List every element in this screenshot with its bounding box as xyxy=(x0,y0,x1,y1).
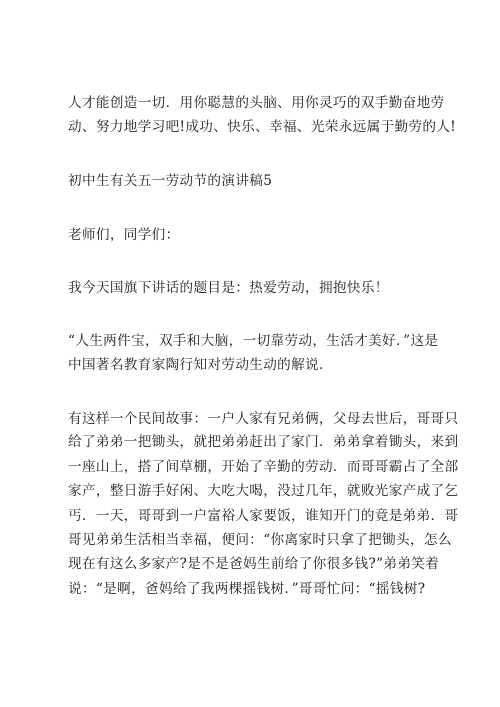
paragraph-line: 动、努力地学习吧!成功、快乐、幸福、光荣永远属于勤劳的人! xyxy=(68,119,457,135)
speech-heading: 初中生有关五一劳动节的演讲稿5 xyxy=(68,173,273,189)
story-line: 说：“是啊，爸妈给了我两棵摇钱树．”哥哥忙问：“摇钱树? xyxy=(68,581,426,597)
story-line: 家产，整日游手好闲、大吃大喝，没过几年，就败光家产成了乞 xyxy=(68,483,459,499)
story-line: 哥见弟弟生活相当幸福，便问：“你离家时只拿了把锄头，怎么 xyxy=(68,532,452,548)
story-line: 一座山上，搭了间草棚，开始了辛勤的劳动．而哥哥霸占了全部 xyxy=(68,459,459,475)
paragraph-line: 人才能创造一切．用你聪慧的头脑、用你灵巧的双手勤奋地劳 xyxy=(68,95,445,111)
story-line: 丐．一天，哥哥到一户富裕人家要饭，谁知开门的竟是弟弟．哥 xyxy=(68,508,459,524)
quote-line: 中国著名教育家陶行知对劳动生动的解说. xyxy=(68,357,324,373)
story-line: 现在有这么多家产?是不是爸妈生前给了你很多钱?”弟弟笑着 xyxy=(68,556,440,572)
topic-line: 我今天国旗下讲话的题目是：热爱劳动，拥抱快乐！ xyxy=(68,280,389,296)
story-line: 给了弟弟一把锄头，就把弟弟赶出了家门．弟弟拿着锄头，来到 xyxy=(68,434,459,450)
salutation: 老师们，同学们： xyxy=(68,227,180,243)
quote-line: “人生两件宝，双手和大脑，一切靠劳动，生活才美好．”这是 xyxy=(68,333,439,349)
story-line: 有这样一个民间故事：一户人家有兄弟俩，父母去世后，哥哥只 xyxy=(68,411,459,427)
